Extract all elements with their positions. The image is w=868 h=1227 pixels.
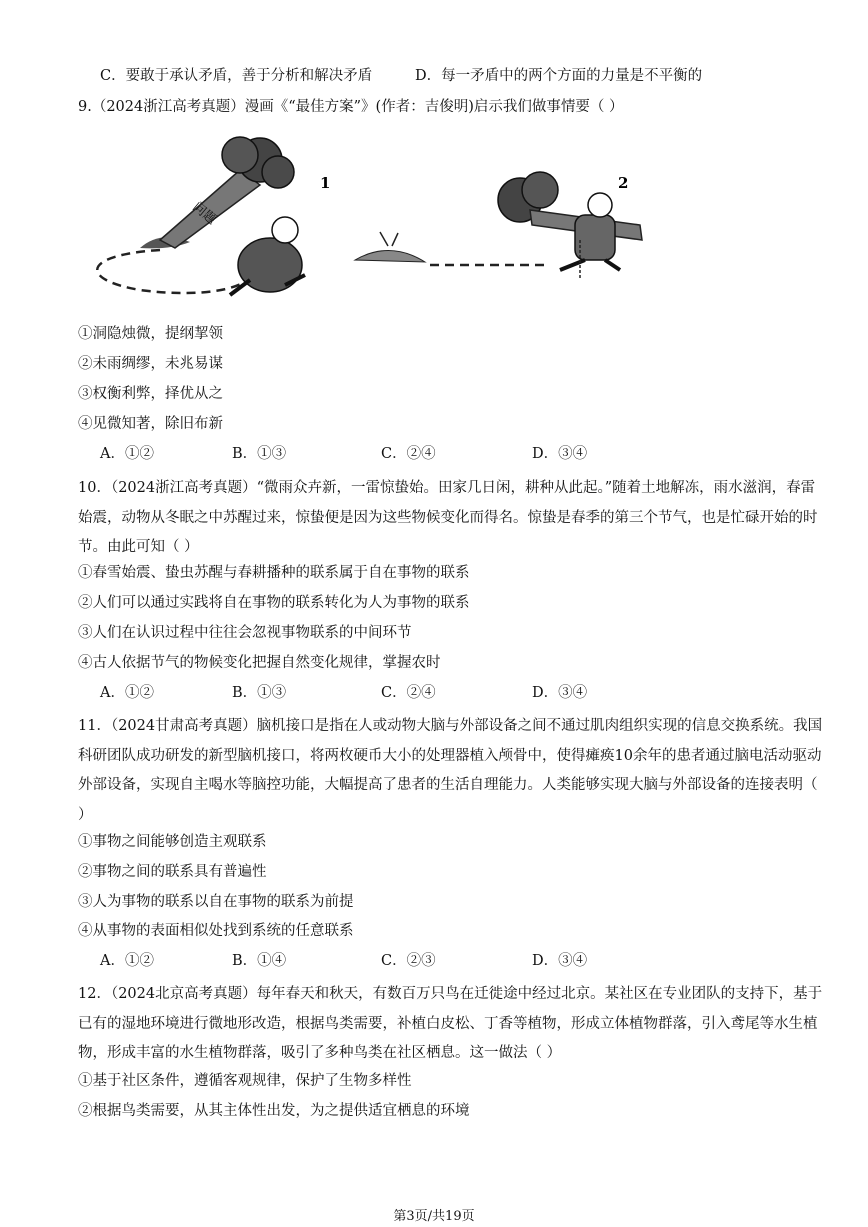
q9-stem: 9.（2024浙江高考真题）漫画《“最佳方案”》(作者：吉俊明)启示我们做事情要（ ） — [78, 99, 624, 115]
q9-choice-c: C．②④ — [381, 446, 436, 462]
q9-choice-d: D．③④ — [532, 446, 588, 462]
q9-choice-b: B．①③ — [232, 446, 287, 462]
q9-item-2: ②未雨绸缪，未兆易谋 — [78, 356, 223, 372]
q10-item-1: ①春雪始震、蛰虫苏醒与春耕播种的联系属于自在事物的联系 — [78, 565, 470, 581]
q12-stem: 12．（2024北京高考真题）每年春天和秋天，有数百万只鸟在迁徙途中经过北京。某社区在专业团队的支持下，基于已有的湿地环境进行微地形改造，根据鸟类需要，补植白皮松、丁香等植物，形成立体植物群落，引入鸢尾等水生植物，形成丰富的水生植物群落，吸引了多种鸟类在社区栖息。这一做法（ ） — [78, 986, 823, 1061]
q10-choice-d: D．③④ — [532, 685, 588, 701]
q12-item-1: ①基于社区条件，遵循客观规律，保护了生物多样性 — [78, 1073, 412, 1089]
q11-item-4: ④从事物的表面相似处找到系统的任意联系 — [78, 923, 354, 939]
q11-choice-b: B．①④ — [232, 953, 287, 969]
q10-choice-c: C．②④ — [381, 685, 436, 701]
q9-item-4: ④见微知著，除旧布新 — [78, 416, 223, 432]
option-d-prev: D．每一矛盾中的两个方面的力量是不平衡的 — [415, 68, 703, 84]
cartoon-panel-2 — [355, 172, 642, 280]
q11-item-2: ②事物之间的联系具有普遍性 — [78, 864, 267, 880]
q9-cartoon — [80, 130, 650, 305]
q9-item-1: ①洞隐烛微，提纲挈领 — [78, 326, 223, 342]
q10-choice-b: B．①③ — [232, 685, 287, 701]
q10-item-2: ②人们可以通过实践将自在事物的联系转化为人为事物的联系 — [78, 595, 470, 611]
tree-label-1: 问题 — [189, 199, 219, 228]
cartoon-panel-1 — [97, 137, 330, 295]
page-footer: 第3页/共19页 — [393, 1209, 475, 1224]
panel-1-number: 1 — [320, 174, 331, 192]
option-c-prev: C．要敢于承认矛盾，善于分析和解决矛盾 — [100, 68, 373, 84]
q11-choice-a: A．①② — [100, 953, 154, 969]
q10-item-4: ④古人依据节气的物候变化把握自然变化规律，掌握农时 — [78, 655, 441, 671]
q11-item-3: ③人为事物的联系以自在事物的联系为前提 — [78, 894, 354, 910]
q12-item-2: ②根据鸟类需要，从其主体性出发，为之提供适宜栖息的环境 — [78, 1103, 470, 1119]
q11-choice-d: D．③④ — [532, 953, 588, 969]
q10-stem: 10．（2024浙江高考真题）“微雨众卉新，一雷惊蛰始。田家几日闲，耕种从此起。”随着土地解冻，雨水滋润，春雷始震，动物从冬眠之中苏醒过来，惊蛰便是因为这些物候变化而得名。惊蛰是春季的第三个节气，也是忙碌开始的时节。由此可知（ ） — [78, 480, 818, 555]
q9-item-3: ③权衡利弊，择优从之 — [78, 386, 223, 402]
q11-choice-c: C．②③ — [381, 953, 436, 969]
q10-choice-a: A．①② — [100, 685, 154, 701]
q9-choice-a: A．①② — [100, 446, 154, 462]
q10-item-3: ③人们在认识过程中往往会忽视事物联系的中间环节 — [78, 625, 412, 641]
q11-stem: 11．（2024甘肃高考真题）脑机接口是指在人或动物大脑与外部设备之间不通过肌肉组织实现的信息交换系统。我国科研团队成功研发的新型脑机接口，将两枚硬币大小的处理器植入颅骨中，使得瘫痪10余年的患者通过脑电活动驱动外部设备，实现自主喝水等脑控功能，大幅提高了患者的生活自理能力。人类能够实现大脑与外部设备的连接表明（ ） — [78, 718, 823, 823]
panel-2-number: 2 — [618, 174, 629, 192]
q11-item-1: ①事物之间能够创造主观联系 — [78, 834, 267, 850]
